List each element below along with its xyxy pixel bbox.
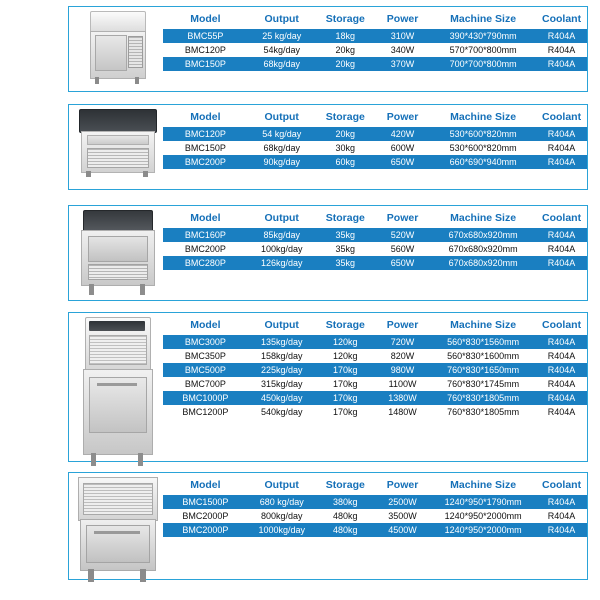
cell-storage: 170kg (316, 377, 375, 391)
cell-model: BMC200P (163, 242, 248, 256)
product-panel-4 (68, 312, 588, 462)
table-row (163, 523, 587, 537)
cell-model: BMC120P (163, 127, 248, 141)
cell-size: 670x680x920mm (430, 228, 536, 242)
table-header-row (163, 11, 587, 29)
cell-output: 68kg/day (248, 141, 316, 155)
header-coolant: Coolant (542, 479, 582, 491)
header-power: Power (386, 319, 419, 331)
cell-storage: 20kg (316, 127, 375, 141)
cell-power: 310W (375, 29, 430, 43)
cell-model: BMC280P (163, 256, 248, 270)
cell-coolant: R404A (536, 377, 587, 391)
table-row (163, 391, 587, 405)
cell-power: 980W (375, 363, 430, 377)
header-power: Power (386, 13, 419, 25)
cell-model: BMC1500P (163, 495, 248, 509)
spec-table-wrap-3 (163, 206, 587, 270)
product-panel-5 (68, 472, 588, 580)
header-output: Output (264, 319, 299, 331)
spec-table-2 (163, 109, 587, 169)
table-row (163, 127, 587, 141)
cell-storage: 120kg (316, 335, 375, 349)
cell-model: BMC150P (163, 57, 248, 71)
header-size: Machine Size (450, 212, 517, 224)
cell-model: BMC200P (163, 155, 248, 169)
cell-size: 560*830*1560mm (430, 335, 536, 349)
cell-storage: 480kg (316, 509, 375, 523)
header-coolant: Coolant (542, 13, 582, 25)
cell-power: 650W (375, 256, 430, 270)
undercounter-ice-maker-icon (86, 11, 148, 85)
header-size: Machine Size (450, 479, 517, 491)
cell-output: 158kg/day (248, 349, 316, 363)
cell-size: 1240*950*1790mm (430, 495, 536, 509)
cell-storage: 35kg (316, 256, 375, 270)
cell-power: 340W (375, 43, 430, 57)
cell-model: BMC2000P (163, 509, 248, 523)
cell-storage: 20kg (316, 43, 375, 57)
header-output: Output (264, 13, 299, 25)
cell-model: BMC160P (163, 228, 248, 242)
spec-table-1 (163, 11, 587, 71)
cell-model: BMC2000P (163, 523, 248, 537)
table-row (163, 228, 587, 242)
cell-storage: 120kg (316, 349, 375, 363)
cell-storage: 35kg (316, 228, 375, 242)
header-storage: Storage (325, 111, 365, 123)
spec-table-3 (163, 210, 587, 270)
cell-power: 4500W (375, 523, 430, 537)
table-row (163, 377, 587, 391)
cell-storage: 170kg (316, 363, 375, 377)
cell-size: 560*830*1600mm (430, 349, 536, 363)
cell-coolant: R404A (536, 29, 587, 43)
machine-image-1 (69, 7, 163, 85)
cell-output: 450kg/day (248, 391, 316, 405)
table-row (163, 57, 587, 71)
header-model: Model (190, 212, 221, 224)
cell-output: 68kg/day (248, 57, 316, 71)
spec-table-wrap-4 (163, 313, 587, 419)
header-storage: Storage (325, 212, 365, 224)
cell-model: BMC150P (163, 141, 248, 155)
cell-output: 100kg/day (248, 242, 316, 256)
cell-storage: 170kg (316, 405, 375, 419)
cell-coolant: R404A (536, 155, 587, 169)
table-row (163, 256, 587, 270)
header-model: Model (190, 13, 221, 25)
header-output: Output (264, 479, 299, 491)
cell-size: 760*830*1745mm (430, 377, 536, 391)
cell-size: 570*700*800mm (430, 43, 536, 57)
cell-output: 225kg/day (248, 363, 316, 377)
cell-output: 540kg/day (248, 405, 316, 419)
cell-model: BMC120P (163, 43, 248, 57)
cell-storage: 60kg (316, 155, 375, 169)
cell-model: BMC500P (163, 363, 248, 377)
cell-coolant: R404A (536, 127, 587, 141)
table-row (163, 43, 587, 57)
cell-storage: 170kg (316, 391, 375, 405)
header-power: Power (386, 479, 419, 491)
cell-model: BMC1200P (163, 405, 248, 419)
cell-power: 1380W (375, 391, 430, 405)
cell-output: 85kg/day (248, 228, 316, 242)
header-storage: Storage (325, 13, 365, 25)
header-output: Output (264, 212, 299, 224)
dark-top-ice-maker-icon (79, 109, 155, 179)
cell-size: 760*830*1805mm (430, 391, 536, 405)
cell-power: 520W (375, 228, 430, 242)
table-row (163, 242, 587, 256)
cell-power: 720W (375, 335, 430, 349)
cell-size: 760*830*1650mm (430, 363, 536, 377)
cell-coolant: R404A (536, 349, 587, 363)
cell-model: BMC1000P (163, 391, 248, 405)
table-header-row (163, 210, 587, 228)
cell-model: BMC55P (163, 29, 248, 43)
header-coolant: Coolant (542, 111, 582, 123)
cell-coolant: R404A (536, 509, 587, 523)
cell-output: 126kg/day (248, 256, 316, 270)
cell-coolant: R404A (536, 256, 587, 270)
cell-output: 315kg/day (248, 377, 316, 391)
cell-output: 135kg/day (248, 335, 316, 349)
cell-storage: 18kg (316, 29, 375, 43)
cell-size: 700*700*800mm (430, 57, 536, 71)
spec-table-wrap-1 (163, 7, 587, 71)
cell-output: 680 kg/day (248, 495, 316, 509)
table-row (163, 155, 587, 169)
cell-power: 650W (375, 155, 430, 169)
cell-model: BMC300P (163, 335, 248, 349)
header-storage: Storage (325, 479, 365, 491)
header-size: Machine Size (450, 111, 517, 123)
cell-power: 600W (375, 141, 430, 155)
cell-storage: 480kg (316, 523, 375, 537)
product-panel-3 (68, 205, 588, 301)
cell-power: 820W (375, 349, 430, 363)
product-panel-1 (68, 6, 588, 92)
table-header-row (163, 477, 587, 495)
table-row (163, 141, 587, 155)
large-commercial-ice-maker-icon (78, 477, 156, 583)
header-output: Output (264, 111, 299, 123)
cell-storage: 380kg (316, 495, 375, 509)
cell-coolant: R404A (536, 335, 587, 349)
header-coolant: Coolant (542, 212, 582, 224)
table-header-row (163, 317, 587, 335)
header-power: Power (386, 111, 419, 123)
spec-table-wrap-5 (163, 473, 587, 537)
table-row (163, 335, 587, 349)
cell-power: 1480W (375, 405, 430, 419)
cell-power: 2500W (375, 495, 430, 509)
cell-size: 760*830*1805mm (430, 405, 536, 419)
table-row (163, 29, 587, 43)
cell-size: 670x680x920mm (430, 242, 536, 256)
spec-table-wrap-2 (163, 105, 587, 169)
cell-power: 3500W (375, 509, 430, 523)
cell-storage: 20kg (316, 57, 375, 71)
machine-image-5 (69, 473, 163, 583)
table-header-row (163, 109, 587, 127)
cell-size: 660*690*940mm (430, 155, 536, 169)
cell-output: 25 kg/day (248, 29, 316, 43)
cell-size: 390*430*790mm (430, 29, 536, 43)
cell-coolant: R404A (536, 495, 587, 509)
spec-table-4 (163, 317, 587, 419)
cell-size: 1240*950*2000mm (430, 523, 536, 537)
cell-coolant: R404A (536, 228, 587, 242)
header-size: Machine Size (450, 319, 517, 331)
cell-size: 670x680x920mm (430, 256, 536, 270)
cell-storage: 30kg (316, 141, 375, 155)
header-size: Machine Size (450, 13, 517, 25)
header-power: Power (386, 212, 419, 224)
header-model: Model (190, 479, 221, 491)
cell-power: 560W (375, 242, 430, 256)
header-storage: Storage (325, 319, 365, 331)
cell-output: 54kg/day (248, 43, 316, 57)
cell-model: BMC350P (163, 349, 248, 363)
cell-coolant: R404A (536, 57, 587, 71)
machine-image-3 (69, 206, 163, 296)
cell-model: BMC700P (163, 377, 248, 391)
header-model: Model (190, 111, 221, 123)
table-row (163, 405, 587, 419)
cell-output: 1000kg/day (248, 523, 316, 537)
cell-size: 1240*950*2000mm (430, 509, 536, 523)
table-row (163, 363, 587, 377)
spec-table-5 (163, 477, 587, 537)
product-panel-2 (68, 104, 588, 190)
machine-image-4 (69, 313, 163, 467)
cell-coolant: R404A (536, 405, 587, 419)
header-coolant: Coolant (542, 319, 582, 331)
cell-power: 1100W (375, 377, 430, 391)
table-row (163, 349, 587, 363)
machine-image-2 (69, 105, 163, 179)
cell-output: 54 kg/day (248, 127, 316, 141)
cell-output: 800kg/day (248, 509, 316, 523)
cell-coolant: R404A (536, 43, 587, 57)
cell-power: 420W (375, 127, 430, 141)
head-and-bin-ice-maker-icon (81, 210, 153, 296)
cell-size: 530*600*820mm (430, 127, 536, 141)
cell-size: 530*600*820mm (430, 141, 536, 155)
cell-output: 90kg/day (248, 155, 316, 169)
table-row (163, 509, 587, 523)
cell-coolant: R404A (536, 391, 587, 405)
table-row (163, 495, 587, 509)
cell-coolant: R404A (536, 523, 587, 537)
cell-coolant: R404A (536, 141, 587, 155)
header-model: Model (190, 319, 221, 331)
cell-storage: 35kg (316, 242, 375, 256)
cell-coolant: R404A (536, 363, 587, 377)
modular-ice-maker-icon (83, 317, 151, 467)
cell-coolant: R404A (536, 242, 587, 256)
cell-power: 370W (375, 57, 430, 71)
